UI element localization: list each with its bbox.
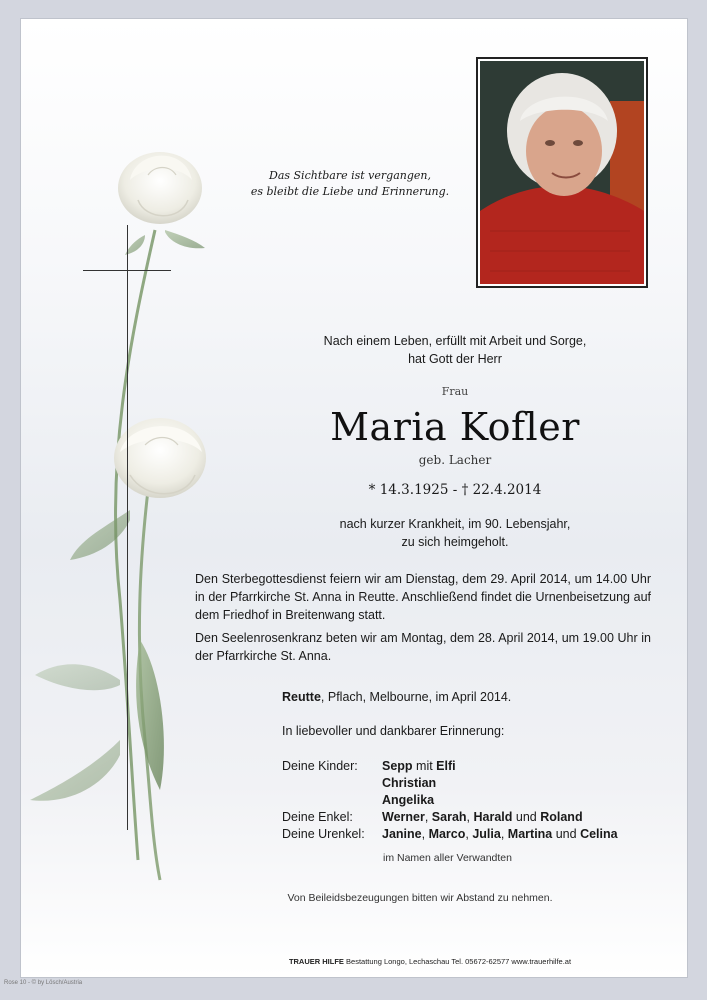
quote-line-1: Das Sichtbare ist vergangen, bbox=[269, 169, 431, 182]
portrait-photo bbox=[480, 61, 644, 284]
cross-vertical-bar bbox=[127, 225, 128, 830]
great-grandchild-name: Martina bbox=[507, 827, 553, 841]
place-bold: Reutte bbox=[282, 690, 321, 704]
image-credit: Rose 10 - © by Lösch/Austria bbox=[4, 980, 83, 986]
comma: , bbox=[500, 827, 508, 841]
footer-undertaker bbox=[220, 957, 640, 966]
intro-text bbox=[240, 332, 670, 368]
great-grandchild-name: Janine bbox=[382, 827, 422, 841]
great-grandchild-name: Celina bbox=[580, 827, 618, 841]
label-spacer bbox=[282, 792, 382, 809]
child-name: Christian bbox=[382, 776, 437, 790]
relatives-note: im Namen aller Verwandten bbox=[383, 852, 512, 864]
comma: , bbox=[421, 827, 429, 841]
spouse-name: Elfi bbox=[436, 759, 456, 773]
connector-text: und bbox=[512, 810, 541, 824]
grandchild-name: Roland bbox=[540, 810, 583, 824]
connector-text: und bbox=[552, 827, 581, 841]
great-grandchildren-names bbox=[382, 826, 618, 843]
footer-brand: TRAUER HILFE bbox=[288, 957, 344, 966]
children-row-3 bbox=[282, 792, 618, 809]
comma: , bbox=[424, 810, 432, 824]
intro-line-1: Nach einem Leben, erfüllt mit Arbeit und Sorge, bbox=[323, 334, 587, 348]
cross-horizontal-bar bbox=[83, 270, 171, 271]
condolence-note: Von Beileidsbezeugungen bitten wir Abstand zu nehmen. bbox=[287, 892, 553, 904]
deceased-name: Maria Kofler bbox=[330, 405, 580, 449]
child-name: Sepp bbox=[382, 759, 413, 773]
place-and-date bbox=[282, 690, 511, 704]
quote-line-2: es bleibt die Liebe und Erinnerung. bbox=[250, 185, 450, 198]
great-grandchildren-label: Deine Urenkel: bbox=[282, 827, 365, 841]
family-list bbox=[282, 758, 618, 843]
top-rose bbox=[118, 152, 202, 224]
comma: , bbox=[466, 810, 474, 824]
intro-line-2: hat Gott der Herr bbox=[408, 352, 502, 366]
rosary-paragraph: Den Seelenrosenkranz beten wir am Montag, dem 28. April 2014, um 19.00 Uhr in der Pfarrkirche St. Anna. bbox=[195, 631, 651, 663]
life-dates: * 14.3.1925 - † 22.4.2014 bbox=[368, 482, 542, 498]
illness-line-2: zu sich heimgeholt. bbox=[401, 535, 509, 549]
label-spacer bbox=[282, 775, 382, 792]
memorial-quote bbox=[230, 168, 470, 200]
children-row bbox=[282, 758, 618, 775]
great-grandchildren-row bbox=[282, 826, 618, 843]
grandchildren-label: Deine Enkel: bbox=[282, 810, 353, 824]
illness-text bbox=[240, 515, 670, 551]
illness-line-1: nach kurzer Krankheit, im 90. Lebensjahr, bbox=[339, 517, 571, 531]
great-grandchild-name: Julia bbox=[472, 827, 501, 841]
children-row-2 bbox=[282, 775, 618, 792]
portrait-photo-frame bbox=[476, 57, 648, 288]
footer-contact: Bestattung Longo, Lechaschau Tel. 05672-62577 www.trauerhilfe.at bbox=[343, 957, 572, 966]
child-name: Angelika bbox=[382, 793, 435, 807]
white-roses-illustration bbox=[20, 140, 240, 900]
maiden-name: geb. Lacher bbox=[418, 453, 492, 467]
grandchildren-row bbox=[282, 809, 618, 826]
children-names bbox=[382, 758, 456, 775]
connector-text: mit bbox=[412, 759, 437, 773]
comma: , bbox=[465, 827, 473, 841]
grandchild-name: Werner bbox=[382, 810, 425, 824]
place-rest: , Pflach, Melbourne, im April 2014. bbox=[320, 690, 512, 704]
great-grandchild-name: Marco bbox=[428, 827, 466, 841]
funeral-service-paragraph: Den Sterbegottesdienst feiern wir am Dienstag, dem 29. April 2014, um 14.00 Uhr in der Pfarrkirche St. Anna in Reutte. Anschließend findet die Urnenbeisetzung auf dem Friedhof in Breitenwang statt. bbox=[195, 572, 651, 622]
grandchildren-names bbox=[382, 809, 583, 826]
remembrance-line: In liebevoller und dankbarer Erinnerung: bbox=[282, 724, 505, 738]
children-label: Deine Kinder: bbox=[282, 759, 358, 773]
grandchild-name: Sarah bbox=[431, 810, 467, 824]
title-prefix: Frau bbox=[441, 385, 469, 398]
grandchild-name: Harald bbox=[473, 810, 513, 824]
